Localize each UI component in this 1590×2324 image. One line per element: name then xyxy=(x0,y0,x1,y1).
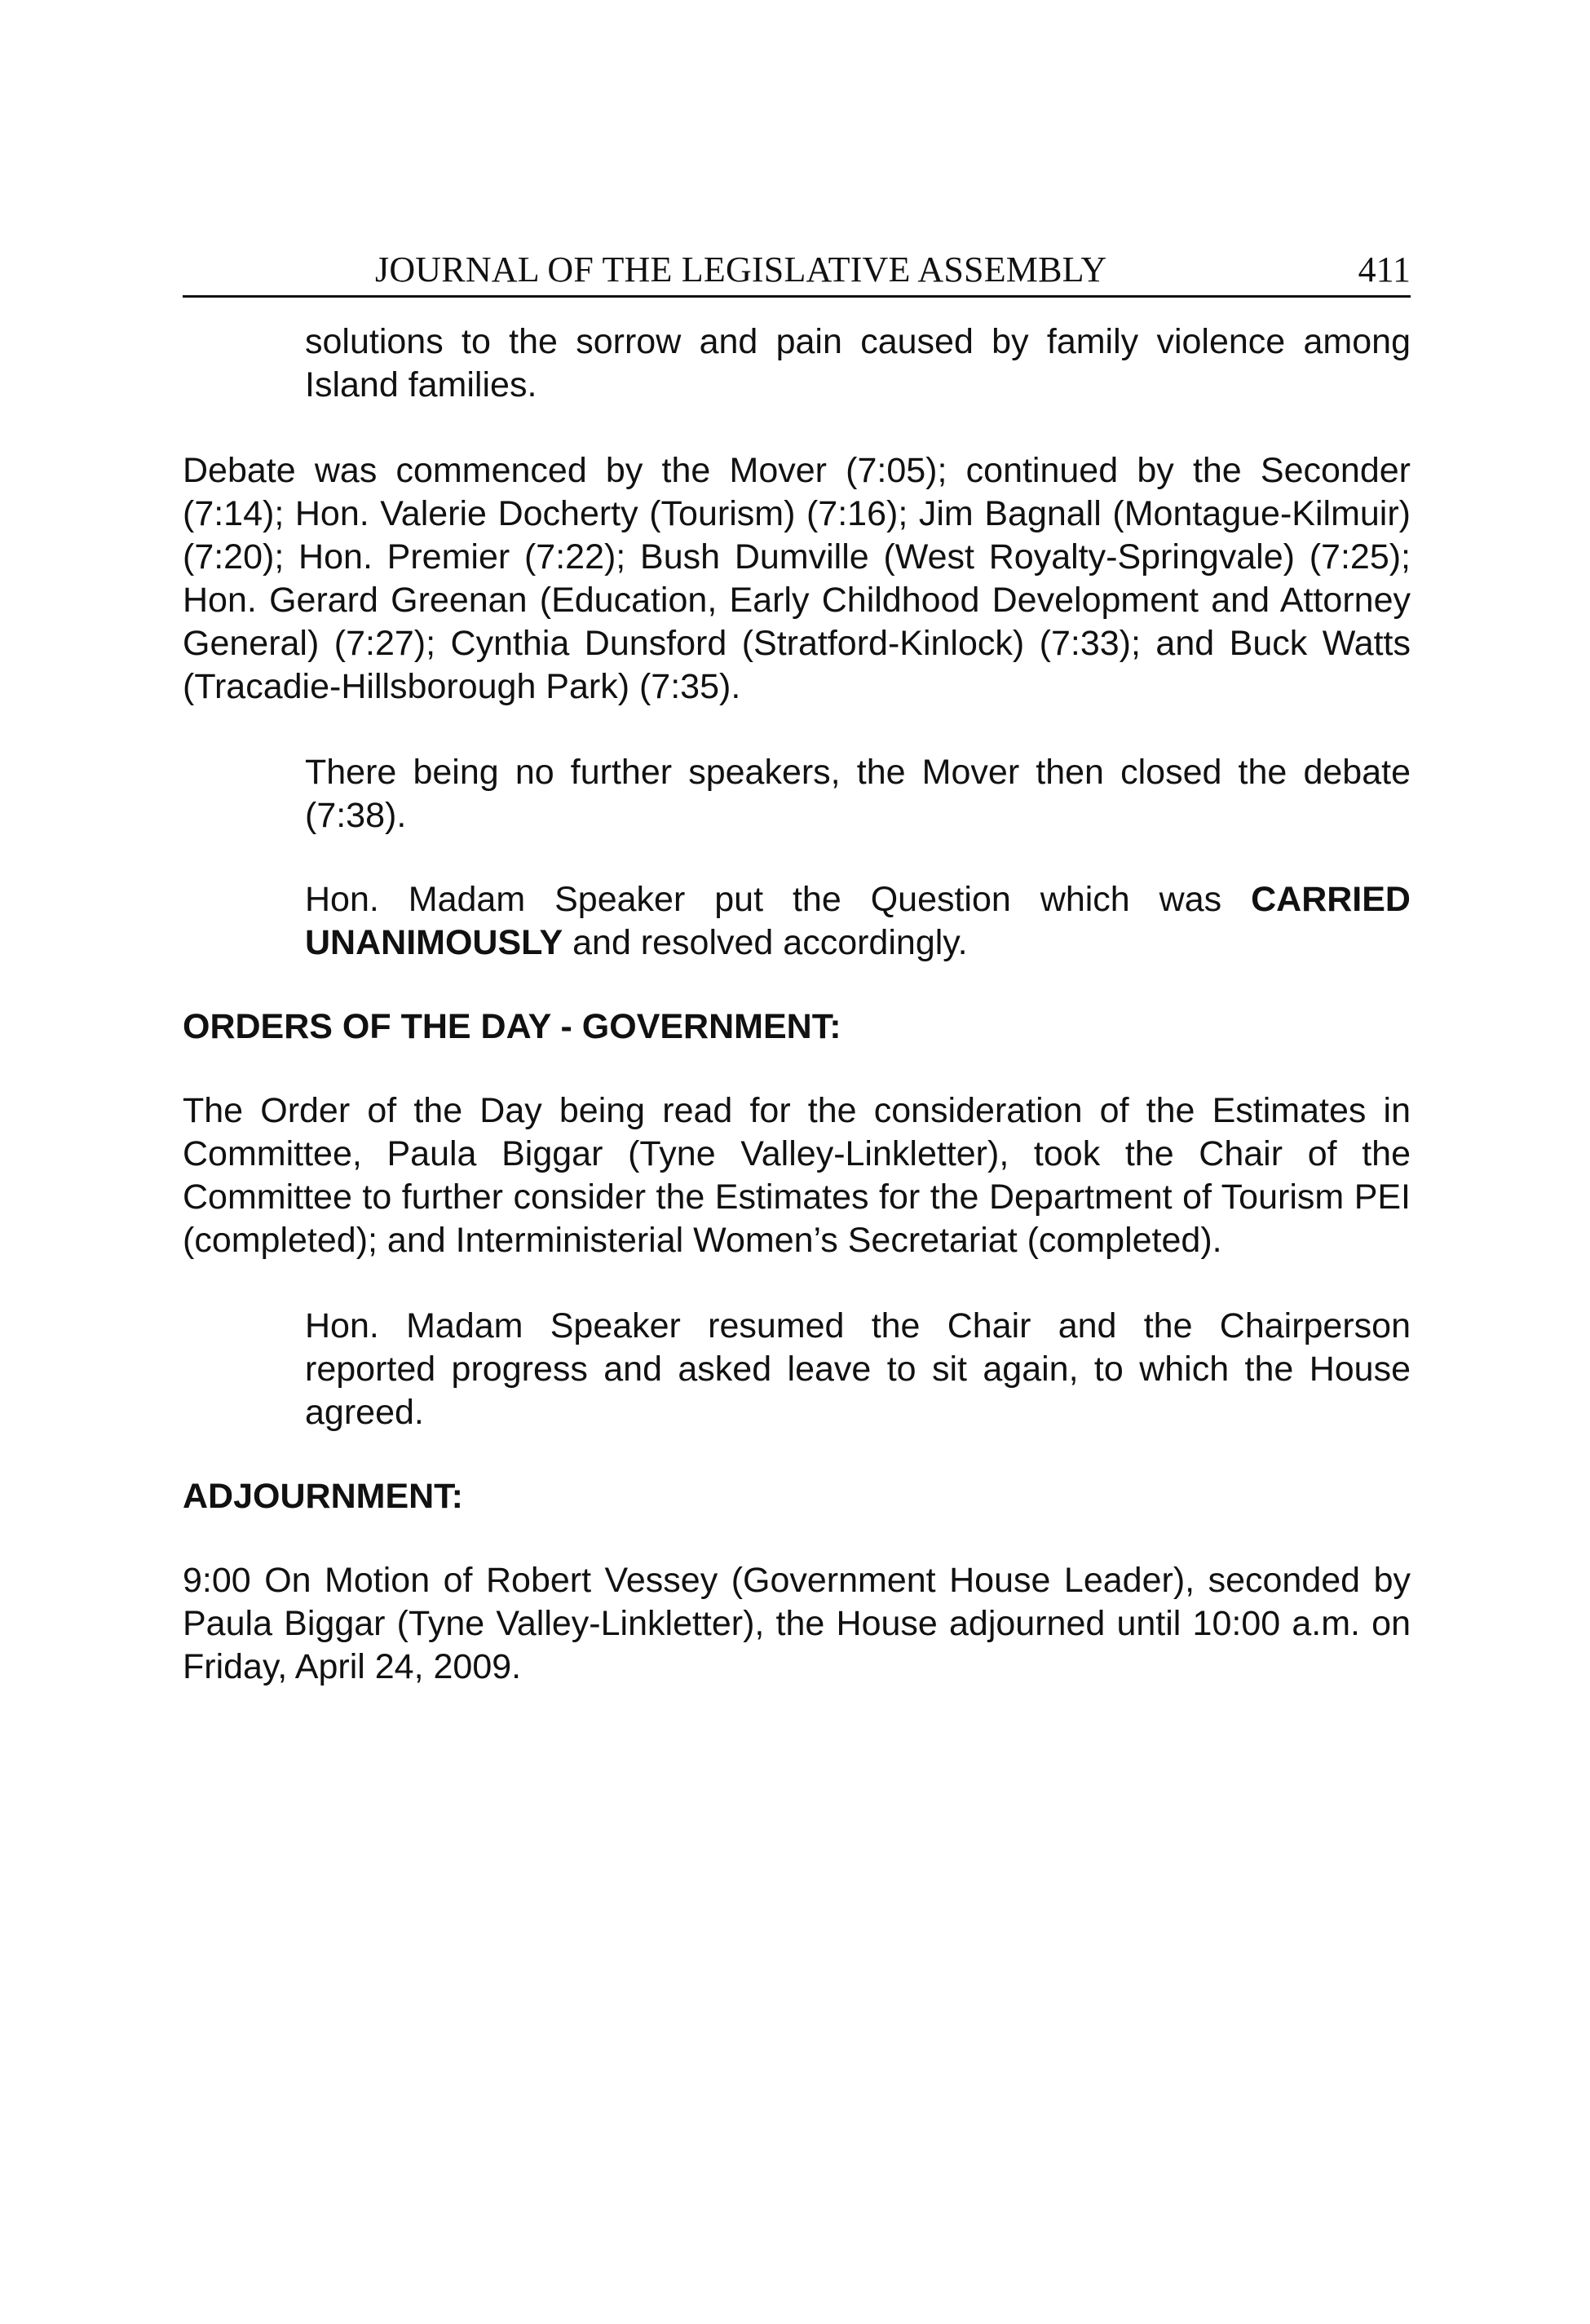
question-paragraph xyxy=(305,878,1411,965)
question-text-before: Hon. Madam Speaker put the Question which was xyxy=(305,880,1252,919)
debate-paragraph: Debate was commenced by the Mover (7:05); continued by the Seconder (7:14); Hon. Valerie Docherty (Tourism) (7:16); Jim Bagnall (Montague-Kilmuir) (7:20); Hon. Premier (7:22); Bush Dumville (West Royalty-Springvale) (7:25); Hon. Gerard Greenan (Education, Early Childhood Development and Attorney General) (7:27); Cynthia Dunsford (Stratford-Kinlock) (7:33); and Buck Watts (Tracadie-Hillsborough Park) (7:35). xyxy=(183,451,1411,706)
page-number: 411 xyxy=(1358,250,1411,289)
question-text-after: and resolved accordingly. xyxy=(563,923,968,962)
adjournment-paragraph: 9:00 On Motion of Robert Vessey (Government House Leader), seconded by Paula Biggar (Tyne Valley-Linkletter), the House adjourned until 10:00 a.m. on Friday, April 24, 2009. xyxy=(183,1561,1411,1686)
running-header xyxy=(183,245,1411,298)
journal-title: JOURNAL OF THE LEGISLATIVE ASSEMBLY xyxy=(375,250,1107,289)
journal-page xyxy=(183,245,1411,1689)
resumed-paragraph: Hon. Madam Speaker resumed the Chair and the Chairperson reported progress and asked leave to sit again, to which the House agreed. xyxy=(305,1306,1411,1432)
adjournment-heading: ADJOURNMENT: xyxy=(183,1477,463,1516)
orders-paragraph: The Order of the Day being read for the consideration of the Estimates in Committee, Paula Biggar (Tyne Valley-Linkletter), took the Chair of the Committee to further consider the Estimates for the Department of Tourism PEI (completed); and Interministerial Women’s Secretariat (completed). xyxy=(183,1091,1411,1260)
journal-body xyxy=(183,320,1411,1689)
question-result: CARRIED UNANIMOUSLY xyxy=(305,880,1411,962)
closing-paragraph: There being no further speakers, the Mover then closed the debate (7:38). xyxy=(305,753,1411,835)
orders-heading: ORDERS OF THE DAY - GOVERNMENT: xyxy=(183,1007,841,1046)
continuation-paragraph: solutions to the sorrow and pain caused by family violence among Island families. xyxy=(305,322,1411,404)
